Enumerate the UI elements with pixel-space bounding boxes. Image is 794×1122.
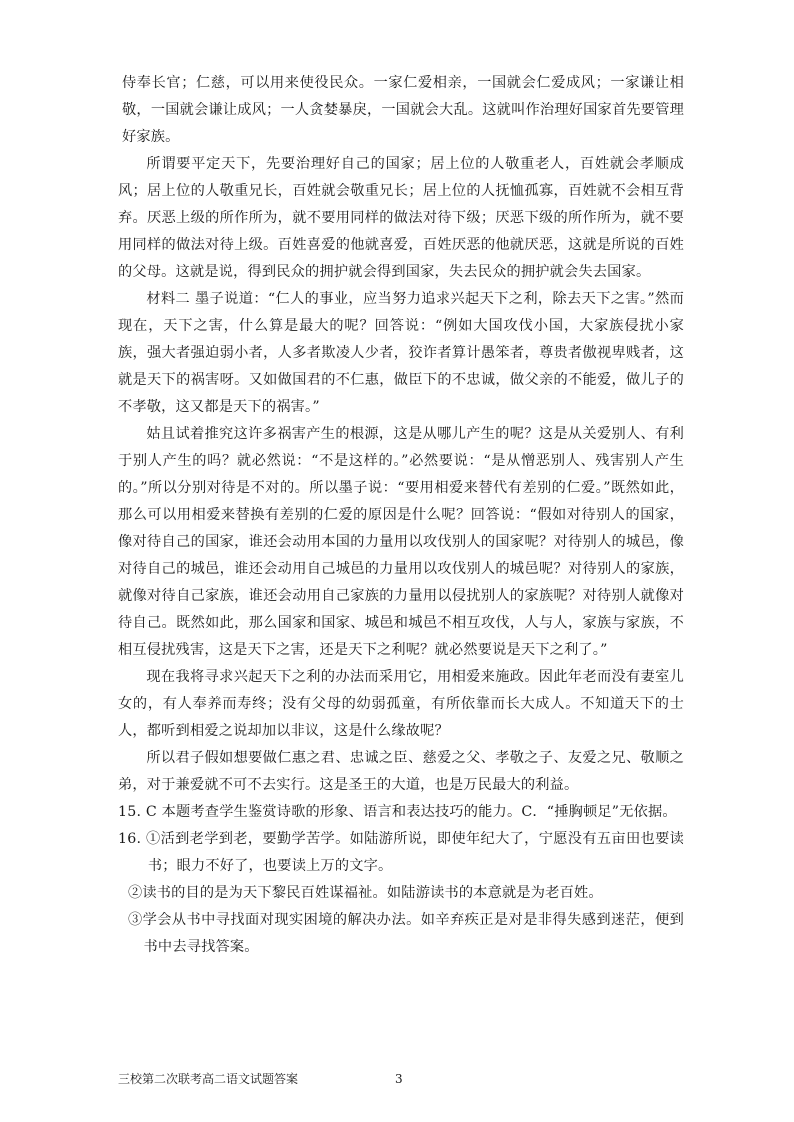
answer-16-point-1: 16. ①活到老学到老，要勤学苦学。如陆游所说，即使年纪大了，宁愿没有五亩田也要读书；眼力不好了，也要读上万的文字。 bbox=[118, 831, 684, 874]
paragraph-material-two: 材料二 墨子说道：“仁人的事业，应当努力追求兴起天下之利，除去天下之害。”然而现在，天下之害，什么算是最大的呢？回答说：“例如大国攻伐小国，大家族侵扰小家族，强大者强迫弱小者，人多者欺凌人少者，狡诈者算计愚笨者，尊贵者傲视卑贱者，这就是天下的祸害呀。又如做国君的不仁惠，做臣下的不忠诚，做父亲的不能爱，做儿子的不孝敬，这又都是天下的祸害。” bbox=[118, 291, 684, 415]
answer-text-body bbox=[118, 70, 684, 961]
footer-title: 三校第二次联考高二语文试题答案 bbox=[118, 1072, 299, 1086]
paragraph-ping-tianxia: 所谓要平定天下，先要治理好自己的国家；居上位的人敬重老人，百姓就会孝顺成风；居上位的人敬重兄长，百姓就会敬重兄长；居上位的人抚恤孤寡，百姓就不会相互背弃。厌恶上级的所作所为，就不要用同样的做法对待下级；厌恶下级的所作所为，就不要用同样的做法对待上级。百姓喜爱的他就喜爱，百姓厌恶的他就厌恶，这就是所说的百姓的父母。这就是说，得到民众的拥护就会得到国家，失去民众的拥护就会失去国家。 bbox=[118, 156, 684, 280]
paragraph-junzi: 所以君子假如想要做仁惠之君、忠诚之臣、慈爱之父、孝敬之子、友爱之兄、敬顺之弟，对于兼爱就不可不去实行。这是圣王的大道，也是万民最大的利益。 bbox=[118, 750, 684, 793]
paragraph-continued: 侍奉长官；仁慈，可以用来使役民众。一家仁爱相亲，一国就会仁爱成风；一家谦让相敬，一国就会谦让成风；一人贪婪暴戾，一国就会大乱。这就叫作治理好国家首先要管理好家族。 bbox=[122, 75, 684, 145]
paragraph-universal-love-policy: 现在我将寻求兴起天下之利的办法而采用它，用相爱来施政。因此年老而没有妻室儿女的，有人奉养而寿终；没有父母的幼弱孤童，有所依靠而长大成人。不知道天下的士人，都听到相爱之说却加以非议，这是什么缘故呢？ bbox=[118, 669, 684, 739]
answer-15: 15. C 本题考查学生鉴赏诗歌的形象、语言和表达技巧的能力。C．“捶胸顿足”无依据。 bbox=[118, 804, 677, 820]
answer-16-point-2: ②读书的目的是为天下黎民百姓谋福祉。如陆游读书的本意就是为老百姓。 bbox=[127, 885, 603, 901]
paragraph-origin-of-harm: 姑且试着推究这许多祸害产生的根源，这是从哪儿产生的呢？这是从关爱别人、有利于别人产生的吗？就必然说：“不是这样的。”必然要说：“是从憎恶别人、残害别人产生的。”所以分别对待是不对的。所以墨子说：“要用相爱来替代有差别的仁爱。”既然如此，那么可以用相爱来替换有差别的仁爱的原因是什么呢？回答说：“假如对待别人的国家，像对待自己的国家，谁还会动用本国的力量用以攻伐别人的国家呢？对待别人的城邑，像对待自己的城邑，谁还会动用自己城邑的力量用以攻伐别人的城邑呢？对待别人的家族，就像对待自己家族，谁还会动用自己家族的力量用以侵扰别人的家族呢？对待别人就像对待自己。既然如此，那么国家和国家、城邑和城邑不相互攻伐，人与人，家族与家族，不相互侵扰残害，这是天下之害，还是天下之利呢？就必然要说是天下之利了。” bbox=[118, 426, 684, 658]
answer-16-point-3: ③学会从书中寻找面对现实困境的解决办法。如辛弃疾正是对是非得失感到迷茫，便到书中去寻找答案。 bbox=[127, 912, 684, 955]
page-number: 3 bbox=[395, 1072, 403, 1086]
